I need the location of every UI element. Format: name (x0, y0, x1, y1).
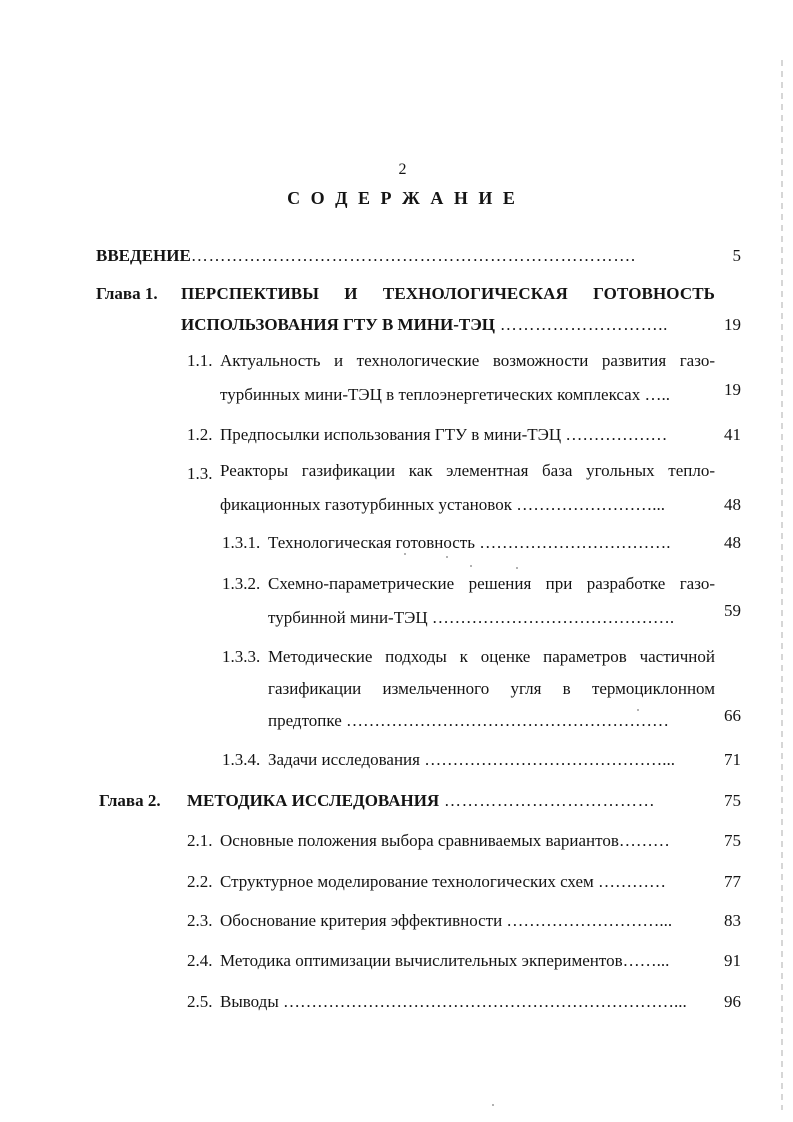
toc-page-number: 91 (724, 951, 741, 970)
toc-page-number: 75 (724, 791, 741, 810)
toc-leader-dots: …………………………………………………………………. (190, 246, 636, 265)
toc-section-number: 2.5. (187, 992, 213, 1011)
toc-section-title: Обоснование критерия эффективности ………………………... (220, 911, 673, 930)
page-number: 2 (398, 161, 407, 178)
toc-section-title: Выводы ……………………………………………………………... (220, 992, 687, 1011)
toc-section-number: 1.3. (187, 464, 213, 483)
toc-page-number: 19 (724, 380, 741, 399)
toc-page-number: 5 (732, 246, 741, 265)
page-title: С О Д Е Р Ж А Н И Е (287, 188, 518, 208)
toc-chapter-title-line-2: ИСПОЛЬЗОВАНИЯ ГТУ В МИНИ-ТЭЦ (181, 315, 496, 334)
toc-page-number: 77 (724, 872, 741, 891)
toc-section-title-line-1: Реакторы газификации как элементная база угольных тепло- (220, 461, 715, 480)
toc-page-number: 19 (724, 315, 741, 334)
toc-section-number: 1.3.4. (222, 750, 261, 769)
scan-speck (446, 556, 448, 558)
toc-entry-label: ВВЕДЕНИЕ (96, 246, 191, 265)
toc-chapter-title: МЕТОДИКА ИССЛЕДОВАНИЯ (187, 791, 440, 810)
toc-section-title: Технологическая готовность ……………………………. (268, 533, 671, 552)
toc-section-title-line-2: фикационных газотурбинных установок ……………………... (220, 495, 665, 514)
toc-chapter-title-line-1: ПЕРСПЕКТИВЫ И ТЕХНОЛОГИЧЕСКАЯ ГОТОВНОСТЬ (181, 284, 715, 303)
toc-leader-dots: ……………………………… (439, 791, 656, 810)
toc-section-title-line-1: Схемно-параметрические решения при разработке газо- (268, 574, 715, 593)
toc-page-number: 48 (724, 533, 741, 552)
toc-chapter-prefix: Глава 2. (99, 791, 161, 810)
toc-section-title-line-1: Методические подходы к оценке параметров частичной (268, 647, 715, 666)
toc-page-number: 59 (724, 601, 741, 620)
toc-section-title-line-1: Актуальность и технологические возможности развития газо- (220, 351, 715, 370)
toc-section-title-line-2: турбинной мини-ТЭЦ ……………………………………. (268, 608, 675, 627)
toc-section-title-line-2: турбинных мини-ТЭЦ в теплоэнергетических комплексах ….. (220, 385, 670, 404)
toc-section-title: Предпосылки использования ГТУ в мини-ТЭЦ ……………… (220, 425, 668, 444)
scan-speck (404, 553, 406, 555)
scan-speck (470, 565, 472, 567)
scan-edge-artifact (781, 60, 783, 1110)
toc-page-number: 71 (724, 750, 741, 769)
toc-page-number: 83 (724, 911, 741, 930)
toc-section-number: 1.3.1. (222, 533, 261, 552)
toc-leader-dots: ……………………….. (495, 315, 668, 334)
toc-section-title: Методика оптимизации вычислительных экпериментов……... (220, 951, 670, 970)
toc-section-number: 2.2. (187, 872, 213, 891)
toc-page-number: 96 (724, 992, 741, 1011)
toc-section-number: 2.1. (187, 831, 213, 850)
scan-speck (516, 567, 518, 569)
toc-page-number: 41 (724, 425, 741, 444)
toc-section-number: 1.3.3. (222, 647, 261, 666)
toc-section-title-line-2: газификации измельченного угля в термоциклонном (268, 679, 715, 698)
toc-page-number: 48 (724, 495, 741, 514)
toc-section-number: 1.1. (187, 351, 213, 370)
toc-page-number: 75 (724, 831, 741, 850)
toc-section-number: 1.2. (187, 425, 213, 444)
toc-page-number: 66 (724, 706, 741, 725)
toc-section-number: 1.3.2. (222, 574, 261, 593)
toc-section-number: 2.3. (187, 911, 213, 930)
scan-speck (637, 709, 639, 711)
toc-section-title-line-3: предтопке ………………………………………………… (268, 711, 670, 730)
toc-section-title: Основные положения выбора сравниваемых вариантов……… (220, 831, 670, 850)
toc-section-number: 2.4. (187, 951, 213, 970)
toc-section-title: Структурное моделирование технологических схем ………… (220, 872, 667, 891)
toc-chapter-prefix: Глава 1. (96, 284, 158, 303)
toc-section-title: Задачи исследования ……………………………………... (268, 750, 675, 769)
scan-speck (492, 1104, 494, 1106)
